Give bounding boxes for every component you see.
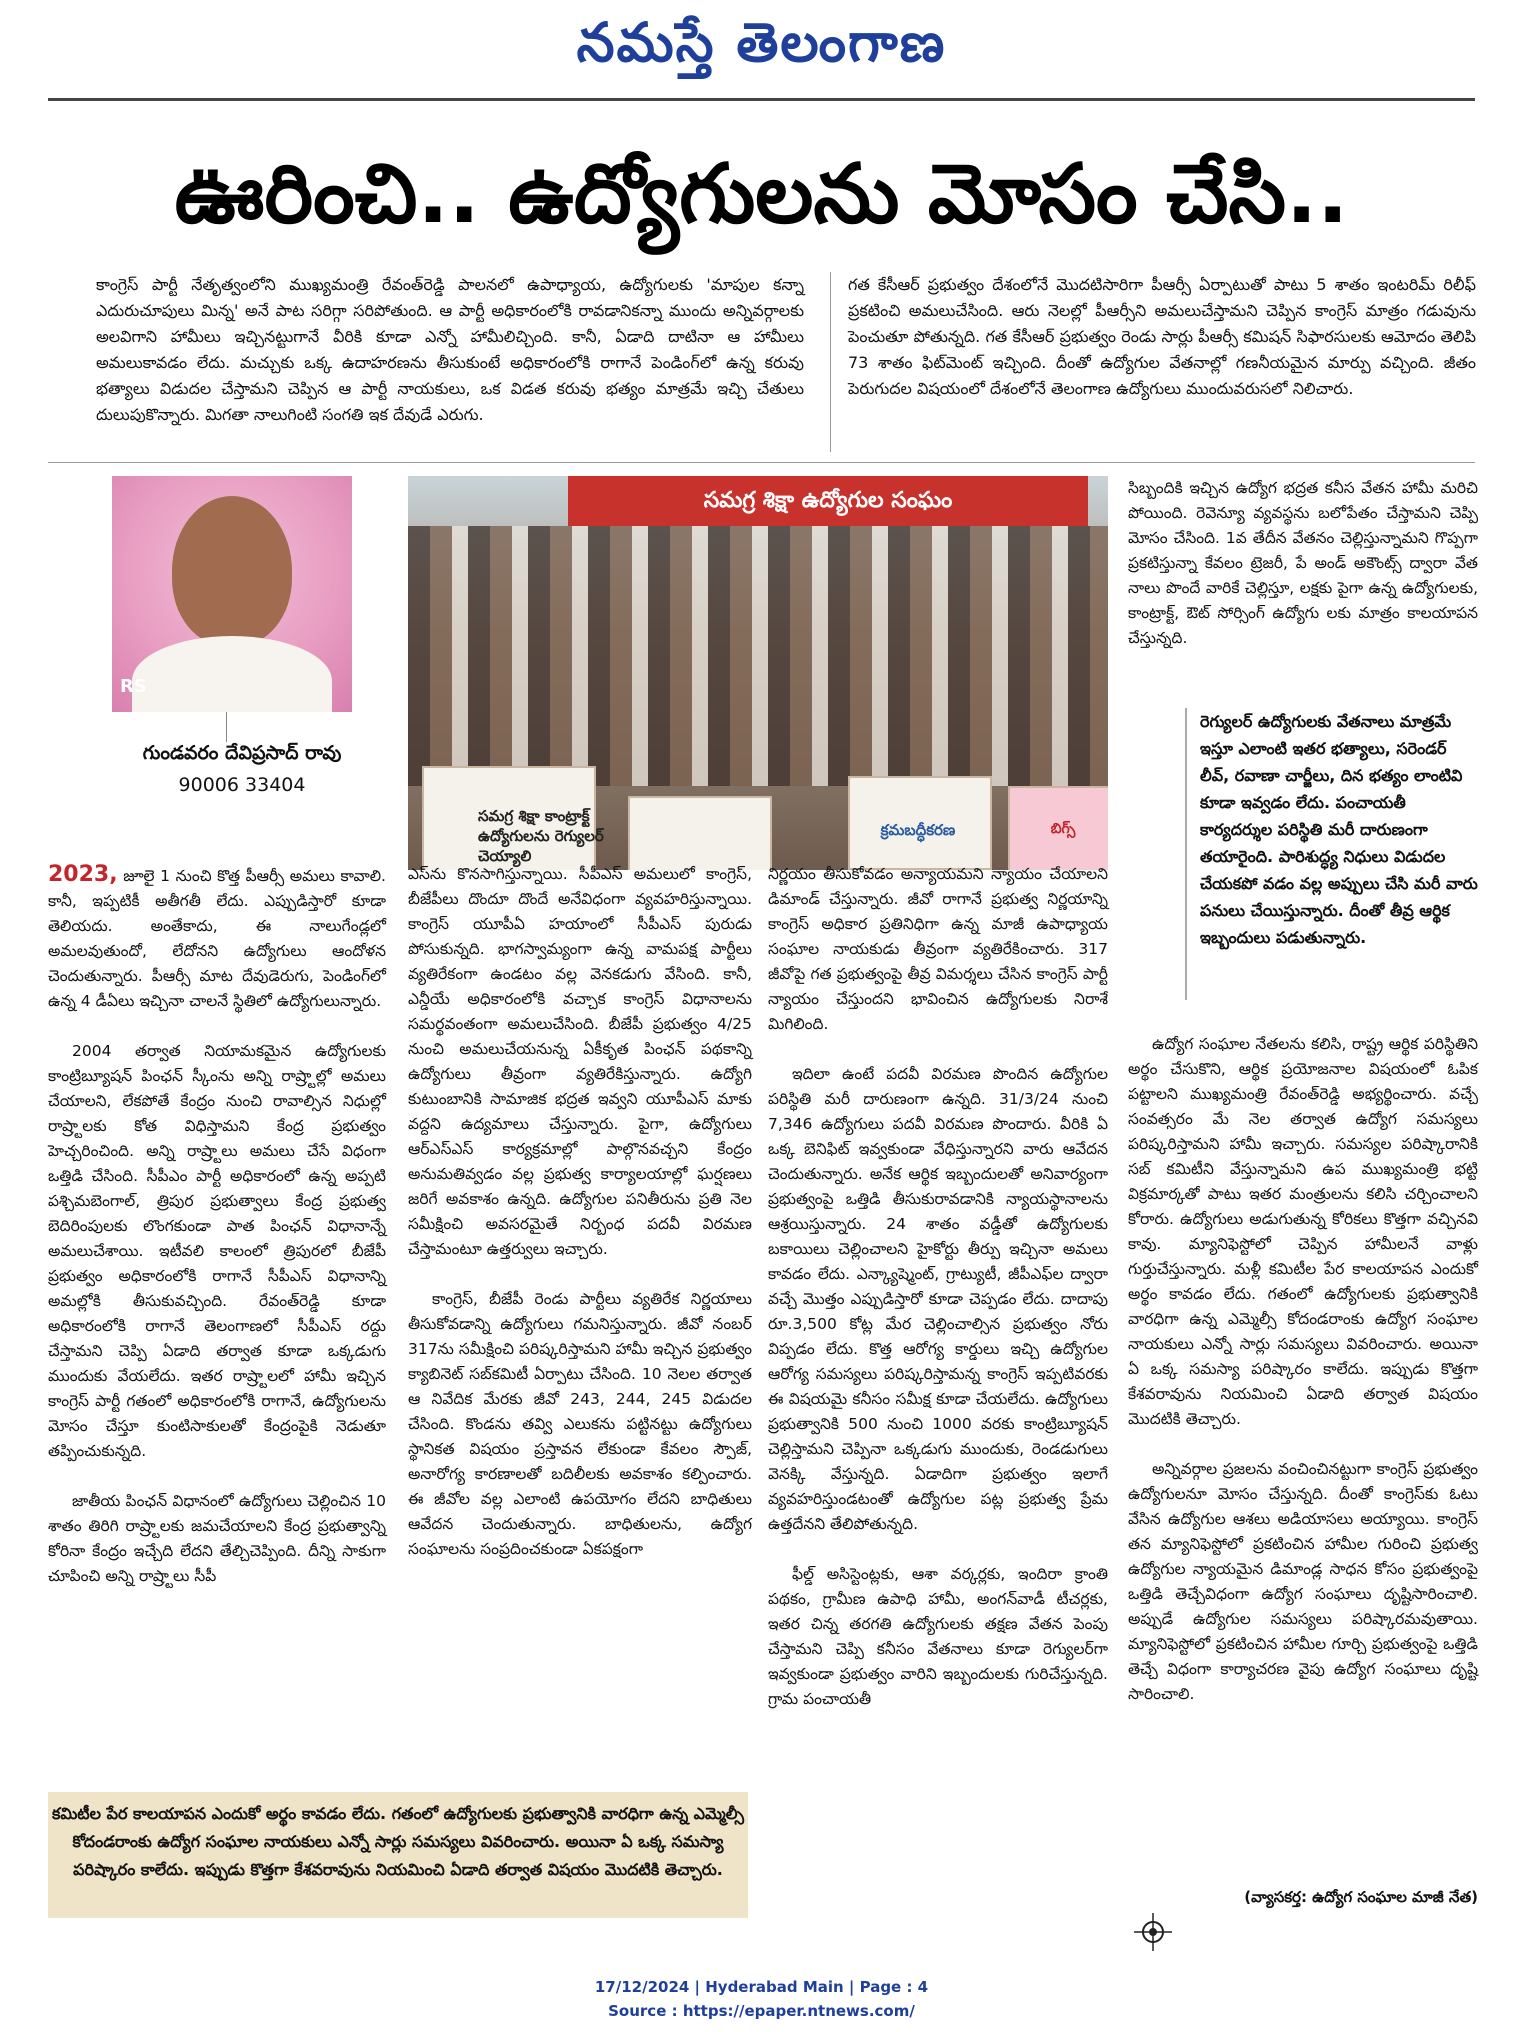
photo-placard-text: క్రమబద్ధీకరణ — [880, 821, 956, 839]
paragraph: ఎస్‌ను కొనసాగిస్తున్నాయి. సీపీఎస్ అమలులో కాంగ్రెస్, బీజేపీలు దొందూ దొందే అనేవిధంగా వ్యవహరిస్తున్నాయి. కాంగ్రెస్ యూపీఏ హయాంలో సీపీఎస్ పురుడు పోసుకున్నది. భాగస్వామ్యంగా ఉన్న వామపక్ష పార్టీలు వ్యతిరేకంగా ఉండటం వల్ల వెనకడుగు వేసింది. కానీ, ఎన్డీయే అధికారంలోకి వచ్చాక కాంగ్రెస్ విధానాలను సమర్థవంతంగా అమలుచేసింది. బీజేపీ ప్రభుత్వం 4/25 నుంచి అమలుచేయనున్న ఏకీకృత పింఛన్ పథకాన్ని ఉద్యోగులు తీవ్రంగా వ్యతిరేకిస్తున్నారు. ఉద్యోగి కుటుంబానికి సామాజిక భద్రత ఇవ్వని యూపీఎస్ మాకు వద్దని ఉద్యమాలు చేస్తున్నారు. పైగా, ఉద్యోగులు ఆర్‌ఎస్‌ఎస్ కార్యక్రమాల్లో పాల్గొనవచ్చని కేంద్రం అనుమతివ్వడం వల్ల ప్రభుత్వ కార్యాలయాల్లో ఘర్షణలు జరిగే అవకాశం ఉన్నది. ఉద్యోగుల పనితీరును ప్రతి నెల సమీక్షించి అవసరమైతే నిర్బంధ పదవీ విరమణ చేస్తామంటూ ఉత్తర్వులు ఇచ్చారు. — [408, 865, 752, 1258]
crop-mark-icon — [1134, 1913, 1172, 1951]
paragraph: నిర్ణయం తీసుకోవడం అన్యాయమని న్యాయం చేయాలని డిమాండ్ చేస్తున్నారు. జీవో రాగానే ప్రభుత్వ నిర్ణయాన్ని కాంగ్రెస్ అధికార ప్రతినిధిగా ఉన్న మాజీ ఉపాధ్యాయ సంఘాల నాయకుడు తీవ్రంగా వ్యతిరేకించారు. 317 జీవోపై గత ప్రభుత్వంపై తీవ్ర విమర్శలు చేసిన కాంగ్రెస్ పార్టీ న్యాయం చేస్తుందని భావించిన ఉద్యోగులకు నిరాశే మిగిలింది. — [768, 865, 1108, 1033]
photo-crowd — [408, 526, 1108, 786]
paragraph: కాంగ్రెస్, బీజేపీ రెండు పార్టీలు వ్యతిరేక నిర్ణయాలు తీసుకోవడాన్ని ఉద్యోగులు గమనిస్తున్నారు. జీవో నంబర్ 317ను సమీక్షించి పరిష్కరిస్తామని హామీ ఇచ్చిన ప్రభుత్వం క్యాబినెట్ సబ్‌కమిటీ ఏర్పాటు చేసింది. 10 నెలల తర్వాత ఆ నివేదిక మేరకు జీవో 243, 244, 245 విడుదల చేసింది. కొండను తవ్వి ఎలుకను పట్టినట్టు ఉద్యోగులు స్థానికత విషయం ప్రస్తావన లేకుండా కేవలం స్పౌజ్, అనారోగ్య కారణాలతో బదిలీలకు అవకాశం కల్పించారు. ఈ జీవోల వల్ల ఎలాంటి ఉపయోగం లేదని బాధితులు ఆవేదన చెందుతున్నారు. బాధితులను, ఉద్యోగ సంఘాలను సంప్రదించకుండా ఏకపక్షంగా — [408, 1290, 752, 1558]
column-2 — [408, 862, 752, 1587]
column-3 — [768, 862, 1108, 1737]
photo-placard — [628, 796, 772, 870]
author-name: గుండవరం దేవిప్రసాద్ రావు — [142, 742, 342, 764]
paragraph: ఇదిలా ఉంటే పదవీ విరమణ పొందిన ఉద్యోగుల పరిస్థితి మరీ దారుణంగా ఉన్నది. 31/3/24 నుంచి 7,346 ఉద్యోగులు పదవీ విరమణ పొందారు. వీరికి ఏ ఒక్క బెనిఫిట్ ఇవ్వకుండా వేధిస్తున్నారని వారు ఆవేదన చెందుతున్నారు. అనేక ఆర్థిక ఇబ్బందులతో అనివార్యంగా ప్రభుత్వంపై ఒత్తిడి తీసుకురావడానికి న్యాయస్థానాలను ఆశ్రయిస్తున్నారు. 24 శాతం వడ్డీతో ఉద్యోగులకు బకాయిలు చెల్లించాలని హైకోర్టు తీర్పు ఇచ్చినా అమలు కావడం లేదు. ఎన్క్యాష్మెంట్, గ్రాట్యుటీ, జీపీఎఫ్‌ల ద్వారా వచ్చే మొత్తం ఎప్పుడిస్తారో కూడా చెప్పడం లేదు. దాదాపు రూ.3,500 కోట్ల మేర చెల్లించాల్సిన ప్రభుత్వం నోరు విప్పడం లేదు. కొత్త ఆరోగ్య కార్డులు ఇచ్చి ఉద్యోగుల ఆరోగ్య సమస్యలు పరిష్కరిస్తామన్న కాంగ్రెస్ ఇప్పటివరకు ఈ విషయమై కనీసం సమీక్ష కూడా చేయలేదు. ఉద్యోగులు ప్రభుత్వానికి 500 నుంచి 1000 వరకు కాంట్రిబ్యూషన్ చెల్లిస్తామని చెప్పినా ఒక్కడుగు ముందుకు, రెండడుగులు వెనక్కి వేస్తున్నది. ఏడాదిగా ప్రభుత్వం ఇలాగే వ్యవహరిస్తుండటంతో ఉద్యోగుల పట్ల ప్రభుత్వ ప్రేమ ఉత్తదేనని తేలిపోతున్నది. — [768, 1065, 1108, 1533]
author-shirt — [132, 636, 332, 712]
photo-placard-text: సమగ్ర శిక్షా కాంట్రాక్ట్ ఉద్యోగులను రెగ్యులర్ చెయ్యాలి — [478, 807, 604, 865]
article-headline: ఊరించి.. ఉద్యోగులను మోసం చేసి.. — [174, 147, 1349, 242]
paragraph: అన్నివర్గాల ప్రజలను వంచించినట్టుగా కాంగ్రెస్ ప్రభుత్వం ఉద్యోగులనూ మోసం చేస్తున్నది. దీంతో కాంగ్రెస్‌కు ఓటు వేసిన ఉద్యోగుల ఆశలు అడియాసలు అయ్యాయి. కాంగ్రెస్ తన మ్యానిఫెస్టోలో ప్రకటించిన హామీల గురించి ప్రభుత్వ ఉద్యోగుల న్యాయమైన డిమాండ్ల సాధన కోసం ప్రభుత్వంపై ఒత్తిడి తెచ్చేవిధంగా ఉద్యోగ సంఘాలు దృష్టిసారించాలి. అప్పుడే ఉద్యోగుల సమస్యలు పరిష్కారమవుతాయి. మ్యానిఫెస్టోలో ప్రకటించిన హామీల గూర్చి ప్రభుత్వంపై ఒత్తిడి తెచ్చే విధంగా కార్యాచరణ వైపు ఉద్యోగ సంఘాలు దృష్టి సారించాలి. — [1128, 1460, 1478, 1703]
column-right-top: సిబ్బందికి ఇచ్చిన ఉద్యోగ భద్రత కనీస వేతన హామీ మరిచి పోయింది. రెవెన్యూ వ్యవస్థను బలోపేతం చేస్తామని చెప్పి మోసం చేసింది. 1వ తేదీన వేతనం చెల్లిస్తున్నామని గొప్పగా ప్రకటిస్తున్నా కేవలం ట్రెజరీ, పే అండ్ అకౌంట్స్ ద్వారా వేత నాలు పొందే వారికే చెల్లిస్తూ, లక్షకు పైగా ఉన్న ఉద్యోగులకు, కాంట్రాక్ట్, ఔట్ సోర్సింగ్ ఉద్యోగు లకు మాత్రం కాలయాపన చేస్తున్నది. — [1128, 479, 1478, 647]
column-1 — [48, 862, 386, 1614]
drop-lead: 2023, — [48, 862, 118, 887]
author-photo — [112, 476, 352, 712]
intro-divider — [830, 272, 831, 452]
masthead-divider — [48, 98, 1475, 101]
paragraph: 2004 తర్వాత నియామకమైన ఉద్యోగులకు కాంట్రిబ్యూషన్ పింఛన్ స్కీంను అన్ని రాష్ర్టాల్లో అమలు చేయాలని, లేకపోతే కేంద్రం నుంచి రావాల్సిన నిధుల్లో రాష్ర్టాలకు కోత విధిస్తామని కేంద్ర ప్రభుత్వం హెచ్చరించింది. అన్ని రాష్ర్టాలు అమలు చేసే విధంగా ఒత్తిడి చేసింది. సీపీఎం పార్టీ అధికారంలో ఉన్న అప్పటి పశ్చిమబెంగాల్, త్రిపుర ప్రభుత్వాలు కేంద్ర ప్రభుత్వ బెదిరింపులకు లొంగకుండా పాత పింఛన్ విధానాన్నే అమలుచేశాయి. ఇటీవలి కాలంలో త్రిపురలో బీజేపీ ప్రభుత్వం అధికారంలోకి రాగానే సీపీఎస్ విధానాన్ని అమల్లోకి తీసుకువచ్చింది. రేవంత్‌రెడ్డి కూడా అధికారంలోకి రాగానే తెలంగాణలో సీపీఎస్ రద్దు చేస్తామని చెప్పి ఏడాది తర్వాత కూడా ఒక్కడుగు ముందుకు వేయలేదు. ఇతర రాష్ర్టాలలో హామీ ఇచ్చిన కాంగ్రెస్ పార్టీ గతంలో అధికారంలోకి రాగానే, ఉద్యోగులను మోసం చేస్తూ కుంటిసాకులతో కేంద్రంపైకి నెడుతూ తప్పించుకున్నది. — [48, 1042, 386, 1460]
author-face — [172, 496, 292, 646]
paragraph: జాతీయ పింఛన్ విధానంలో ఉద్యోగులు చెల్లించిన 10 శాతం తిరిగి రాష్ర్టాలకు జమచేయాలని కేంద్ర ప్రభుత్వాన్ని కోరినా కేంద్రం ఇచ్చేది లేదని తేల్చిచెప్పింది. దీన్ని సాకుగా చూపించి అన్ని రాష్ర్టాలు సీపీ — [48, 1492, 386, 1585]
author-phone: 90006 33404 — [178, 774, 306, 796]
footer-source-line: Source : https://epaper.ntnews.com/ — [608, 2002, 915, 2020]
intro-bottom-rule — [48, 462, 1475, 463]
paragraph: ఉద్యోగ సంఘాల నేతలను కలిసి, రాష్ట్ర ఆర్థిక పరిస్థితిని అర్థం చేసుకొని, ఆర్థిక ప్రయోజనాల విషయంలో ఓపిక పట్టాలని ముఖ్యమంత్రి రేవంత్‌రెడ్డి అభ్యర్థించారు. వచ్చే సంవత్సరం మే నెల తర్వాత ఉద్యోగ సమస్యలు పరిష్కరిస్తామని హామీ ఇచ్చారు. సమస్యల పరిష్కారానికి సబ్ కమిటీని వేస్తున్నామని ఉప ముఖ్యమంత్రి భట్టి విక్రమార్కతో పాటు ఇతర మంత్రులను కలిసి చర్చించాలని కోరారు. ఉద్యోగులు అడుగుతున్న కోరికలు కొత్తగా వచ్చినవి కావు. మ్యానిఫెస్టోలో చెప్పిన హామీలనే వాళ్లు గుర్తుచేస్తున్నారు. మళ్లీ కమిటీల పేర కాలయాపన ఎందుకో అర్థం కావడం లేదు. గతంలో ఉద్యోగులకు ప్రభుత్వానికి వారధిగా ఉన్న ఎమ్మెల్సీ కోదండరాంకు ఉద్యోగ సంఘాల నాయకులు ఎన్నో సార్లు సమస్యలు వివరించారు. అయినా ఏ ఒక్క సమస్యా పరిష్కారం కాలేదు. ఇప్పుడు కొత్తగా కేశవరావును నియమించి ఏడాది తర్వాత విషయం మొదటికి తెచ్చారు. — [1128, 1035, 1478, 1428]
photo-banner: సమగ్ర శిక్షా ఉద్యోగుల సంఘం — [568, 476, 1088, 526]
protest-photo — [408, 476, 1108, 870]
column-4 — [1128, 1032, 1478, 1732]
author-photo-mark: RS — [120, 676, 147, 697]
author-byline: (వ్యాసకర్త: ఉద్యోగ సంఘాల మాజీ నేత) — [1244, 1888, 1478, 1906]
pull-quote: కమిటీల పేర కాలయాపన ఎందుకో అర్థం కావడం లేదు. గతంలో ఉద్యోగులకు ప్రభుత్వానికి వారధిగా ఉన్న ఎమ్మెల్సీ కోదండరాంకు ఉద్యోగ సంఘాల నాయకులు ఎన్నో సార్లు సమస్యలు వివరించారు. అయినా ఏ ఒక్క సమస్యా పరిష్కారం కాలేదు. ఇప్పుడు కొత్తగా కేశవరావును నియమించి ఏడాది తర్వాత విషయం మొదటికి తెచ్చారు. — [48, 1792, 748, 1918]
author-connector — [226, 712, 227, 742]
masthead-logo: నమస్తే తెలంగాణ — [576, 10, 947, 74]
footer-date-line: 17/12/2024 | Hyderabad Main | Page : 4 — [594, 1978, 929, 1996]
paragraph: 2023, జూలై 1 నుంచి కొత్త పీఆర్సీ అమలు కావాలి. కానీ, ఇప్పటికీ అతీగతీ లేదు. ఎప్పుడిస్తారో కూడా తెలియదు. అంతేకాదు, ఈ నాలుగేండ్లలో అమలవుతుందో, లేదోనని ఉద్యోగులు ఆందోళన చెందుతున్నారు. పీఆర్సీ మాట దేవుడెరుగు, పెండింగ్‌లో ఉన్న 4 డీఏలు ఇచ్చినా చాలనే స్థితిలో ఉద్యోగులున్నారు. — [48, 862, 386, 1010]
callout-rule — [1185, 708, 1187, 1000]
paragraph: ఫీల్డ్ అసిస్టెంట్లకు, ఆశా వర్కర్లకు, ఇందిరా క్రాంతి పథకం, గ్రామీణ ఉపాధి హామీ, అంగన్‌వాడీ టీచర్లకు, ఇతర చిన్న తరగతి ఉద్యోగులకు తక్షణ వేతన పెంపు చేస్తామని చెప్పి కనీసం వేతనాలు కూడా రెగ్యులర్‌గా ఇవ్వకుండా ప్రభుత్వం వారిని ఇబ్బందులకు గురిచేస్తున్నది. గ్రామ పంచాయతీ — [768, 1565, 1108, 1708]
intro-right: గత కేసీఆర్ ప్రభుత్వం దేశంలోనే మొదటిసారిగా పీఆర్సీ ఏర్పాటుతో పాటు 5 శాతం ఇంటరిమ్ రిలీఫ్ ప్రకటించి అమలుచేసింది. ఆరు నెలల్లో పీఆర్సీని అమలుచేస్తామని చెప్పిన కాంగ్రెస్ మాత్రం గడువును పెంచుతూ పోతున్నది. గత కేసీఆర్ ప్రభుత్వం రెండు సార్లు పీఆర్సీ కమిషన్ సిఫారసులకు ఆమోదం తెలిపి 73 శాతం ఫిట్‌మెంట్ ఇచ్చింది. దీంతో ఉద్యోగుల వేతనాల్లో గణనీయమైన మార్పు వచ్చింది. జీతం పెరుగుదల విషయంలో దేశంలోనే తెలంగాణ ఉద్యోగులు ముందువరుసలో నిలిచారు. — [848, 275, 1476, 398]
callout-quote: రెగ్యులర్ ఉద్యోగులకు వేతనాలు మాత్రమే ఇస్తూ ఎలాంటి ఇతర భత్యాలు, సరెండర్ లీవ్, రవాణా చార్జీలు, దిన భత్యం లాంటివి కూడా ఇవ్వడం లేదు. పంచాయతీ కార్యదర్శుల పరిస్థితి మరీ దారుణంగా తయారైంది. పారిశుద్ధ్య నిధులు విడుదల చేయకపో వడం వల్ల అప్పులు చేసి మరీ వారు పనులు చేయిస్తున్నారు. దీంతో తీవ్ర ఆర్థిక ఇబ్బందులు పడుతున్నారు. — [1200, 712, 1478, 947]
intro-left: కాంగ్రెస్ పార్టీ నేతృత్వంలోని ముఖ్యమంత్రి రేవంత్‌రెడ్డి పాలనలో ఉపాధ్యాయ, ఉద్యోగులకు 'మాపుల కన్నా ఎదురుచూపులు మిన్న' అనే పాట సరిగ్గా సరిపోతుంది. ఆ పార్టీ అధికారంలోకి రావడానికన్నా ముందు అన్నివర్గాలకు అలవిగాని హామీలు ఇచ్చినట్టుగానే వీరికి కూడా ఎన్నో హామీలిచ్చింది. కానీ, ఏడాది దాటినా ఆ హామీలు అమలుకావడం లేదు. మచ్చుకు ఒక్క ఉదాహరణను తీసుకుంటే అధికారంలోకి రాగానే పెండింగ్‌లో ఉన్న కరువు భత్యాలు విడుదల చేస్తామని చెప్పిన ఆ పార్టీ నాయకులు, ఒక విడత కరువు భత్యం మాత్రమే ఇచ్చి చేతులు దులుపుకొన్నారు. మిగతా నాలుగింటి సంగతి ఇక దేవుడే ఎరుగు. — [96, 275, 804, 424]
photo-placard-text: బిగ్స్ — [1050, 821, 1076, 837]
